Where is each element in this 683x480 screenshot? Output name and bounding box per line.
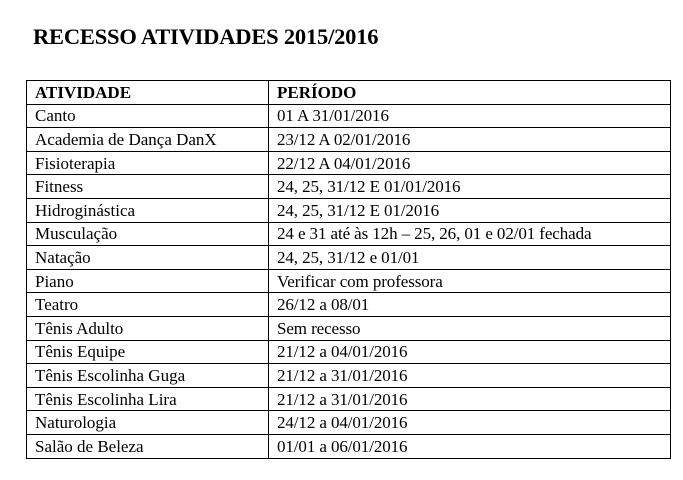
table-row: [27, 434, 671, 458]
table-body: [27, 104, 671, 458]
document-title: RECESSO ATIVIDADES 2015/2016: [33, 24, 379, 49]
table-row: [27, 293, 671, 317]
activity-cell: Piano: [27, 269, 269, 293]
period-cell: 24, 25, 31/12 E 01/2016: [269, 198, 671, 222]
table-row: [27, 151, 671, 175]
period-cell: Sem recesso: [269, 316, 671, 340]
period-cell: 24, 25, 31/12 E 01/01/2016: [269, 175, 671, 199]
column-header-activity: ATIVIDADE: [27, 81, 269, 105]
column-header-period: PERÍODO: [269, 81, 671, 105]
header-row: [27, 81, 671, 105]
activity-cell: Canto: [27, 104, 269, 128]
period-cell: 24 e 31 até às 12h – 25, 26, 01 e 02/01 fechada: [269, 222, 671, 246]
table-row: [27, 387, 671, 411]
table-row: [27, 222, 671, 246]
activity-cell: Musculação: [27, 222, 269, 246]
activity-cell: Tênis Escolinha Lira: [27, 387, 269, 411]
activity-cell: Fitness: [27, 175, 269, 199]
activity-cell: Teatro: [27, 293, 269, 317]
activity-cell: Naturologia: [27, 411, 269, 435]
table-row: [27, 198, 671, 222]
period-cell: 22/12 A 04/01/2016: [269, 151, 671, 175]
table-row: [27, 246, 671, 270]
table-row: [27, 175, 671, 199]
period-cell: 26/12 a 08/01: [269, 293, 671, 317]
period-cell: 01/01 a 06/01/2016: [269, 434, 671, 458]
table-row: [27, 340, 671, 364]
activity-cell: Tênis Equipe: [27, 340, 269, 364]
period-cell: 21/12 a 04/01/2016: [269, 340, 671, 364]
activity-cell: Salão de Beleza: [27, 434, 269, 458]
period-cell: 21/12 a 31/01/2016: [269, 387, 671, 411]
table-header: [27, 81, 671, 105]
table-row: [27, 411, 671, 435]
table-row: [27, 128, 671, 152]
table-row: [27, 364, 671, 388]
table-row: [27, 104, 671, 128]
period-cell: Verificar com professora: [269, 269, 671, 293]
period-cell: 21/12 a 31/01/2016: [269, 364, 671, 388]
activity-cell: Academia de Dança DanX: [27, 128, 269, 152]
table-row: [27, 269, 671, 293]
period-cell: 24/12 a 04/01/2016: [269, 411, 671, 435]
period-cell: 24, 25, 31/12 e 01/01: [269, 246, 671, 270]
activity-cell: Natação: [27, 246, 269, 270]
table-row: [27, 316, 671, 340]
activity-cell: Hidroginástica: [27, 198, 269, 222]
activity-cell: Tênis Escolinha Guga: [27, 364, 269, 388]
recess-table: [26, 80, 671, 459]
activity-cell: Tênis Adulto: [27, 316, 269, 340]
period-cell: 01 A 31/01/2016: [269, 104, 671, 128]
activity-cell: Fisioterapia: [27, 151, 269, 175]
period-cell: 23/12 A 02/01/2016: [269, 128, 671, 152]
